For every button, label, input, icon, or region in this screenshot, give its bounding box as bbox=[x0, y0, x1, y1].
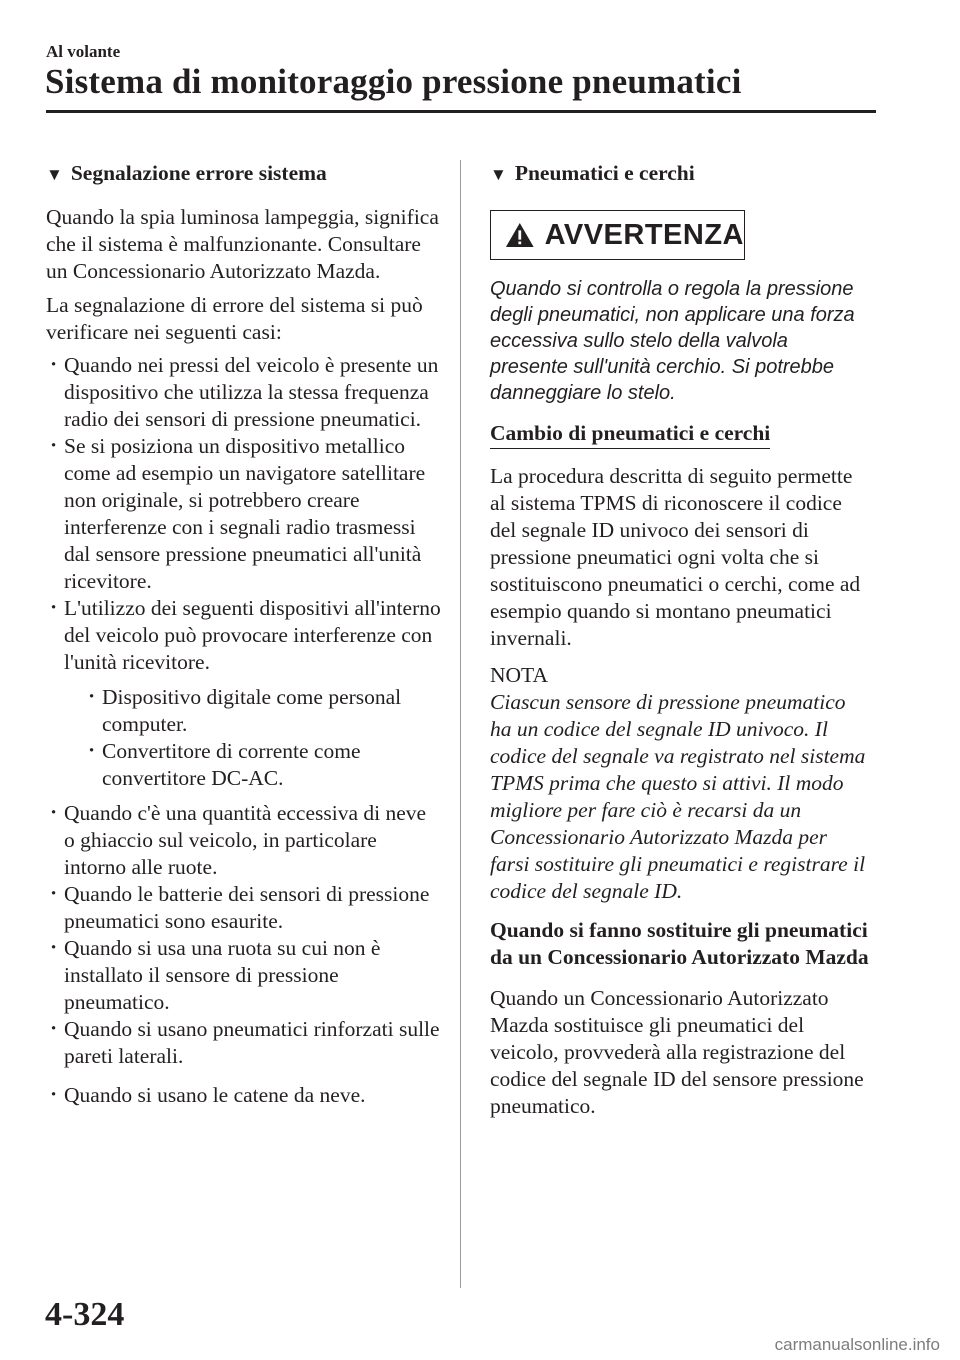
list-item: · Quando si usa una ruota su cui non è installato il sensore di pressione pneumatico. bbox=[46, 935, 441, 1016]
section-label: Al volante bbox=[46, 42, 121, 61]
triangle-down-icon: ▼ bbox=[490, 165, 507, 184]
note-label: NOTA bbox=[490, 663, 548, 687]
sub-list-item: · Convertitore di corrente come convertitore DC-AC. bbox=[84, 738, 441, 792]
section-heading-tires bbox=[490, 160, 870, 188]
list-item bbox=[46, 595, 441, 792]
section-heading-error bbox=[46, 160, 441, 188]
triangle-down-icon: ▼ bbox=[46, 165, 63, 184]
list-item-text: L'utilizzo dei seguenti dispositivi all'interno del veicolo può provocare interferenze con l'unità ricevitore. bbox=[64, 596, 441, 674]
list-item: · Se si posiziona un dispositivo metallico come ad esempio un navigatore satellitare non originale, si potrebbero creare interferenze con i segnali radio trasmessi dal sensore pressione pneumatici all'unità ricevitore. bbox=[46, 433, 441, 595]
error-cases-list bbox=[46, 352, 441, 1109]
intro-paragraph-2: La segnalazione di errore del sistema si può verificare nei seguenti casi: bbox=[46, 293, 423, 344]
heading-text: Pneumatici e cerchi bbox=[514, 161, 695, 185]
page-title: Sistema di monitoraggio pressione pneumatici bbox=[45, 62, 742, 101]
title-rule bbox=[46, 110, 876, 113]
device-sublist bbox=[64, 684, 441, 792]
list-item: · Quando si usano pneumatici rinforzati sulle pareti laterali. bbox=[46, 1016, 441, 1070]
intro-paragraph: Quando la spia luminosa lampeggia, significa che il sistema è malfunzionante. Consultare un Concessionario Autorizzato Mazda. bbox=[46, 205, 439, 283]
dealer-paragraph: Quando un Concessionario Autorizzato Mazda sostituisce gli pneumatici del veicolo, provvederà alla registrazione del codice del segnale ID del sensore pressione pneumatico. bbox=[490, 986, 864, 1118]
list-item: · Quando c'è una quantità eccessiva di neve o ghiaccio sul veicolo, in particolare intorno alle ruote. bbox=[46, 800, 441, 881]
list-item: · Quando le batterie dei sensori di pressione pneumatici sono esaurite. bbox=[46, 881, 441, 935]
dealer-heading: Quando si fanno sostituire gli pneumatici da un Concessionario Autorizzato Mazda bbox=[490, 918, 869, 969]
sub-list-item: · Dispositivo digitale come personal computer. bbox=[84, 684, 441, 738]
heading-text: Segnalazione errore sistema bbox=[70, 161, 327, 185]
note-text: Ciascun sensore di pressione pneumatico ha un codice del segnale ID univoco. Il codice del segnale va registrato nel sistema TPMS prima che questo si attivi. Il modo migliore per fare ciò è recarsi da un Concessionario Autorizzato Mazda per farsi sostituire gli pneumatici e registrare il codice del segnale ID. bbox=[490, 690, 866, 903]
right-column bbox=[490, 160, 870, 1127]
left-column bbox=[46, 160, 441, 1109]
warning-label: AVVERTENZA bbox=[544, 218, 744, 251]
list-item: · Quando si usano le catene da neve. bbox=[46, 1082, 441, 1109]
procedure-paragraph: La procedura descritta di seguito permette al sistema TPMS di riconoscere il codice del segnale ID univoco dei sensori di pressione pneumatici ogni volta che si sostituiscono pneumatici o cerchi, come ad esempio quando si montano pneumatici invernali. bbox=[490, 464, 861, 650]
warning-icon bbox=[505, 221, 535, 249]
column-divider bbox=[460, 160, 461, 1288]
page-number: 4-324 bbox=[45, 1296, 125, 1333]
warning-text: Quando si controlla o regola la pressione degli pneumatici, non applicare una forza eccessiva sullo stelo della valvola presente sull'unità cerchio. Si potrebbe danneggiare lo stelo. bbox=[490, 278, 855, 404]
subheading-change: Cambio di pneumatici e cerchi bbox=[490, 420, 770, 449]
warning-box bbox=[490, 210, 745, 260]
watermark: carmanualsonline.info bbox=[774, 1335, 940, 1354]
list-item: · Quando nei pressi del veicolo è presente un dispositivo che utilizza la stessa frequenza radio dei sensori di pressione pneumatici. bbox=[46, 352, 441, 433]
